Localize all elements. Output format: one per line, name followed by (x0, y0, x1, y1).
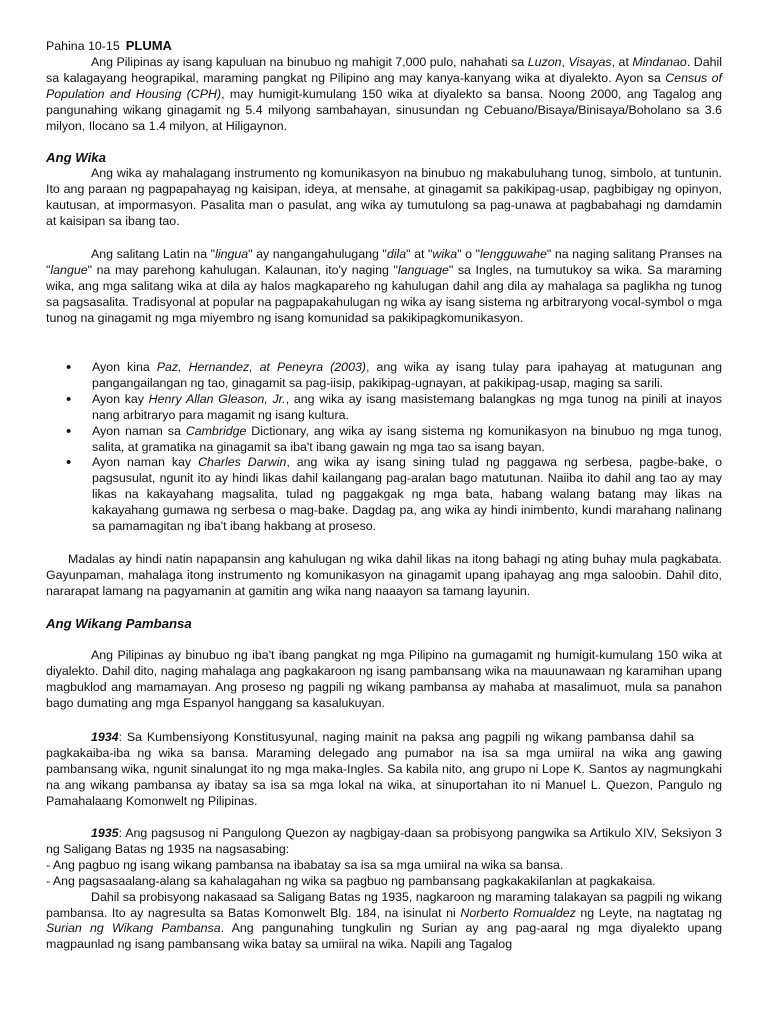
page-label: Pahina 10-15 (46, 39, 120, 53)
wika-paragraph-3: Madalas ay hindi natin napapansin ang kahulugan ng wika dahil likas na itong bahagi ng ating buhay mula pagkabata. Gayunpaman, mahalaga itong instrumento ng komunikasyon na ginagamit upang ipahayag ang mga saloobin. Dahil dito, nararapat lamang na pagyamanin at gamitin ang wika nang naaayon sa tamang layunin. (46, 552, 722, 598)
year-1934-paragraph: 1934: Sa Kumbensiyong Konstitusyunal, naging mainit na paksa ang pagpili ng wikang pambansa dahil sapagkakaiba-iba ng wika sa bansa. Maraming delegado ang pumabor na isa sa mga umiiral na wika ang gawing pambansang wika, ngunit sinalungat ito ng mga maka-Ingles. Sa kabila nito, ang grupo ni Lope K. Santos ay nagmungkahi na ang wikang pambansa ay ibatay sa isa sa mga lokal na wika, at sinuportahan ito ni Manuel L. Quezon, Pangulo ng Pamahalaang Komonwelt ng Pilipinas. (46, 730, 722, 808)
wika-paragraph-3-block (46, 552, 722, 600)
year-1935-label: 1935 (91, 826, 119, 840)
year-1935-paragraph: 1935: Ang pagsusog ni Pangulong Quezon ay nagbigay-daan sa probisyong pangwika sa Artikulo XIV, Seksiyon 3 ng Saligang Batas ng 1935 na nagsasabing: (46, 826, 722, 856)
section-heading-ang-wika: Ang Wika (46, 150, 106, 165)
definitions-list-block (46, 360, 722, 535)
ang-wika-section (46, 150, 722, 230)
pambansa-paragraph-1-block (46, 648, 722, 712)
definitions-list (46, 360, 722, 535)
wikang-pambansa-heading-block (46, 616, 722, 632)
list-item: • Ayon naman kay Charles Darwin, ang wika ay isang sining tulad ng paggawa ng serbesa, pagbe-bake, o pagsusulat, ngunit ito ay hindi likas dahil kailangang pag-aralan bago matutunan. Naiiba ito dahil ang tao ay may likas na kakayahang magsalita, tulad ng paggakgak ng mga bata, habang walang batang may likas na kakayahang gumawa ng serbesa o mag-bake. Dagdag pa, ang wika ay hindi inimbento, kundi marahang nalinang sa pamamagitan ng iba't ibang hakbang at proseso. (46, 455, 722, 535)
intro-paragraph: Ang Pilipinas ay isang kapuluan na binubuo ng mahigit 7,000 pulo, nahahati sa Luzon, Visayas, at Mindanao. Dahil sa kalagayang heograpikal, maraming pangkat ng Pilipino ang may kanya-kanyang wika at diyalekto. Ayon sa Census of Population and Housing (CPH), may humigit-kumulang 150 wika at diyalekto sa bansa. Noong 2000, ang Tagalog ang pangunahing wikang ginagamit ng 5.4 milyong sambahayan, sinusundan ng Cebuano/Bisaya/Binisaya/Boholano sa 3.6 milyon, Ilocano sa 1.4 milyon, at Hiligaynon. (46, 54, 723, 133)
pambansa-last-paragraph: Dahil sa probisyong nakasaad sa Saligang Batas ng 1935, nagkaroon ng maraming talakayan sa pagpili ng wikang pambansa. Ito ay nagresulta sa Batas Komonwelt Blg. 184, na isinulat ni Norberto Romualdez ng Leyte, na nagtatag ng Surian ng Wikang Pambansa. Ang pangunahing tungkulin ng Surian ay ang pag-aaral ng mga diyalekto upang magpaunlad ng isang pambansang wika batay sa umiiral na wika. Napili ang Tagalog (46, 889, 722, 952)
list-item: • Ayon naman sa Cambridge Dictionary, ang wika ay isang sistema ng komunikasyon na binubuo ng mga tunog, salita, at gramatika na ginagamit sa iba't ibang gawain ng mga tao sa isang bayan. (46, 424, 722, 456)
section-heading-wikang-pambansa: Ang Wikang Pambansa (46, 616, 192, 631)
year-1934-label: 1934 (91, 730, 119, 744)
list-item: • Ayon kay Henry Allan Gleason, Jr., ang wika ay isang masistemang balangkas ng mga tunog na pinili at inayos nang arbitraryo para magamit ng isang kultura. (46, 392, 722, 424)
pambansa-paragraph-1: Ang Pilipinas ay binubuo ng iba't ibang pangkat ng mga Pilipino na gumagamit ng humigit-kumulang 150 wika at diyalekto. Dahil dito, naging mahalaga ang pagkakaroon ng isang pambansang wika na mauunawaan ng karamihan upang magbuklod ang mamamayan. Ang proseso ng pagpili ng wikang pambansa ay mahaba at masalimuot, mula sa panahon bago dumating ang mga Espanyol hanggang sa kasalukuyan. (46, 648, 722, 710)
provision-line-2: - Ang pagsasaalang-alang sa kahalagahan ng wika sa pagbuo ng pambansang pagkakakilanlan at pagkakaisa. (46, 873, 656, 888)
list-item: • Ayon kina Paz, Hernandez, at Peneyra (2003), ang wika ay isang tulay para ipahayag at matugunan ang pangangailangan ng tao, ginagamit sa pag-iisip, pakikipag-ugnayan, at pakikipag-usap, maging sa sarili. (46, 360, 722, 392)
wika-paragraph-1: Ang wika ay mahalagang instrumento ng komunikasyon na binubuo ng makabuluhang tunog, simbolo, at tuntunin. Ito ang paraan ng pagpapahayag ng kaisipan, ideya, at mensahe, at ginagamit sa pakikipag-usap, pagbibigay ng opinyon, kautusan, at impormasyon. Pasalita man o pasulat, ang wika ay tumutulong sa pag-unawa at pagbabahagi ng damdamin at kaisipan sa ibang tao. (46, 165, 722, 228)
year-1934-block (46, 730, 722, 810)
page-header (46, 38, 722, 55)
year-1935-block (46, 826, 722, 953)
wika-paragraph-2-block (46, 247, 722, 327)
wika-paragraph-2: Ang salitang Latin na "lingua" ay nangangahulugang "dila" at "wika" o "lengguwahe" na naging salitang Pranses na "langue" na may parehong kahulugan. Kalaunan, ito'y naging "language" sa Ingles, na tumutukoy sa wika. Sa maraming wika, ang mga salitang wika at dila ay halos magkapareho ng kahulugan dahil ang dila ay mahalaga sa paglikha ng tunog sa pagsasalita. Tradisyonal at popular na pagpapakahulugan ng wika ay isang sistema ng arbitraryong vocal-symbol o mga tunog na ginagamit ng mga miyembro ng isang komunidad sa pakikipagkomunikasyon. (46, 247, 723, 325)
provision-line-1: - Ang pagbuo ng isang wikang pambansa na ibabatay sa isa sa mga umiiral na wika sa bansa. (46, 857, 564, 872)
intro-section (46, 38, 722, 134)
page-title: PLUMA (125, 38, 172, 53)
